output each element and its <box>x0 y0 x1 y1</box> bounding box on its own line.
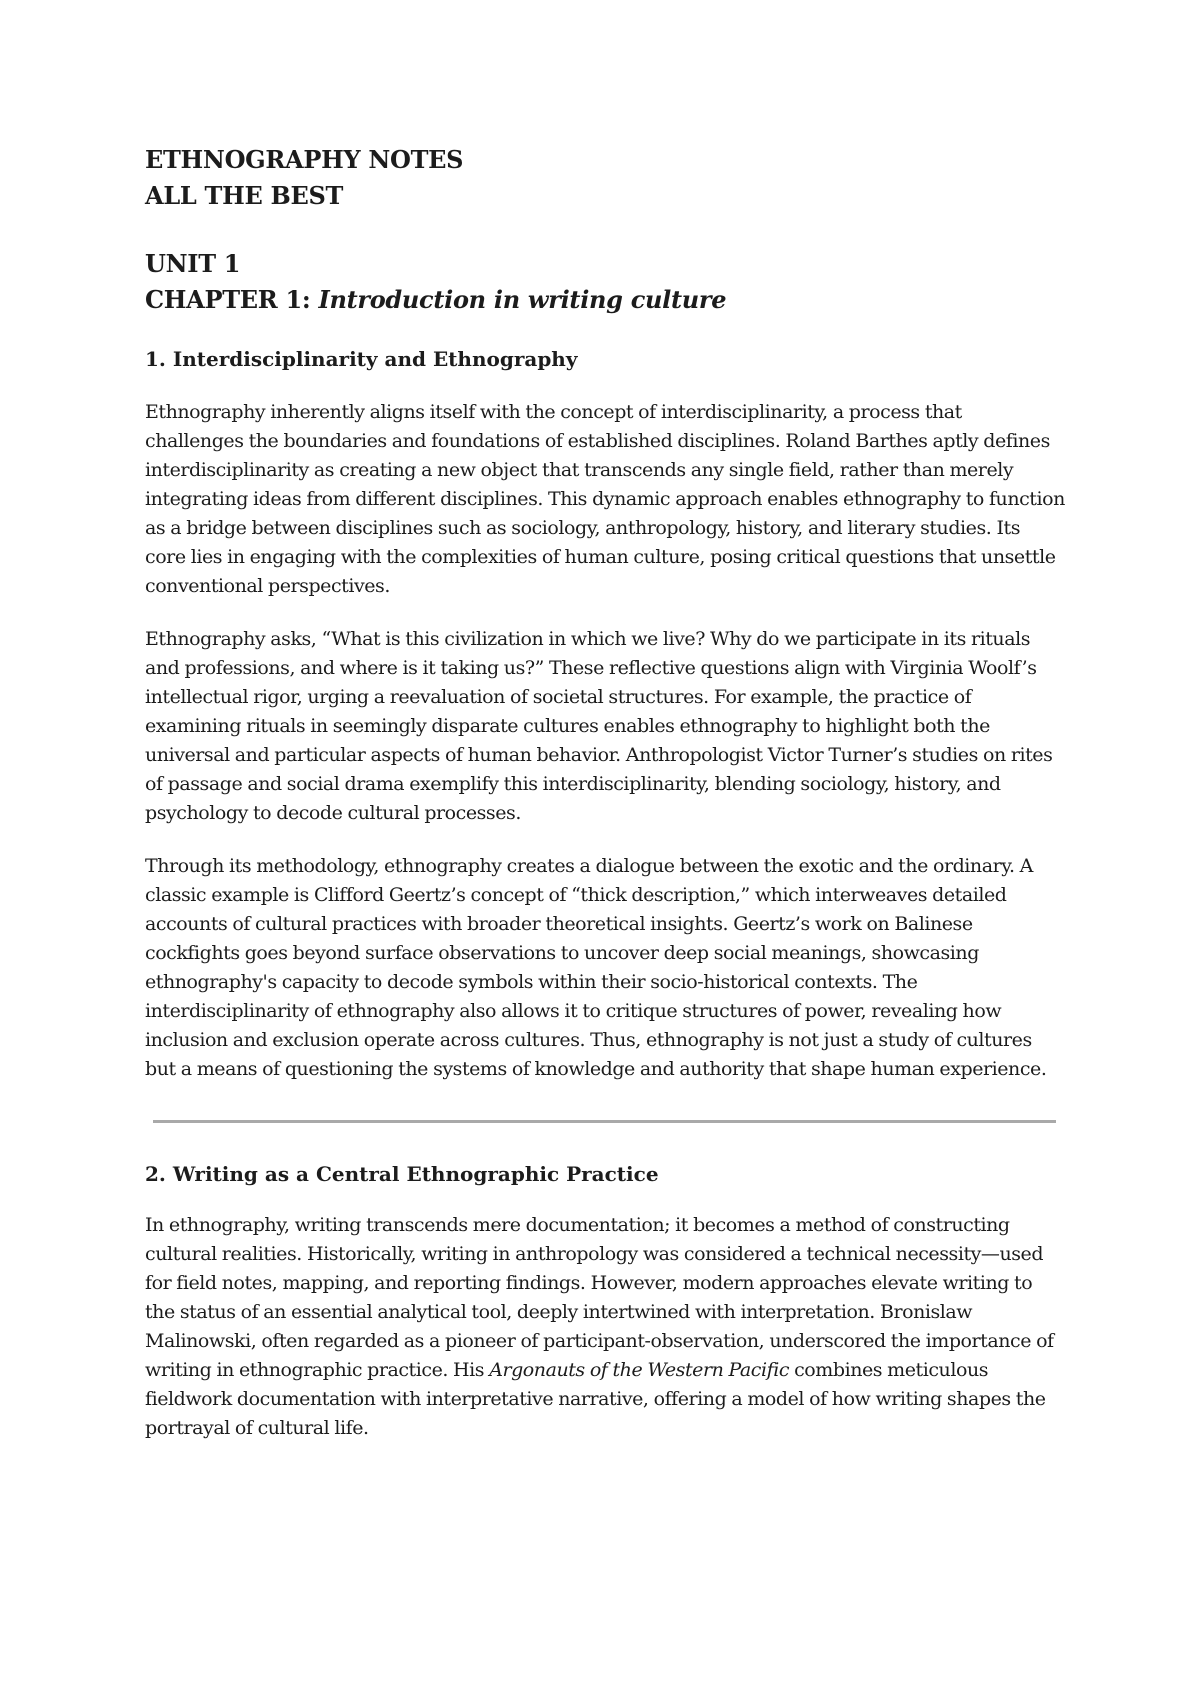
paragraph <box>145 1211 1065 1443</box>
document-page <box>145 142 1065 1443</box>
horizontal-divider <box>153 1120 1056 1123</box>
document-title-line-2: ALL THE BEST <box>145 181 344 210</box>
unit-label: UNIT 1 <box>145 249 241 278</box>
section-interdisciplinarity <box>145 344 1065 1084</box>
chapter-heading <box>145 282 1065 318</box>
paragraph: Ethnography asks, “What is this civilization in which we live? Why do we participate in its rituals and professions, and where is it taking us?” These reflective questions align with Virginia Woolf’s intellectual rigor, urging a reevaluation of societal structures. For example, the practice of examining rituals in seemingly disparate cultures enables ethnography to highlight both the universal and particular aspects of human behavior. Anthropologist Victor Turner’s studies on rites of passage and social drama exemplify this interdisciplinarity, blending sociology, history, and psychology to decode cultural processes. <box>145 628 1053 824</box>
unit-chapter-block <box>145 246 1065 318</box>
section-heading: 2. Writing as a Central Ethnographic Practice <box>145 1162 659 1186</box>
chapter-title: Introduction in writing culture <box>318 285 727 314</box>
section-heading: 1. Interdisciplinarity and Ethnography <box>145 347 578 371</box>
chapter-prefix: CHAPTER 1: <box>145 285 319 314</box>
paragraph: Through its methodology, ethnography creates a dialogue between the exotic and the ordinary. A classic example is Clifford Geertz’s concept of “thick description,” which interweaves detailed accounts of cultural practices with broader theoretical insights. Geertz’s work on Balinese cockfights goes beyond surface observations to uncover deep social meanings, showcasing ethnography's capacity to decode symbols within their socio-historical contexts. The interdisciplinarity of ethnography also allows it to critique structures of power, revealing how inclusion and exclusion operate across cultures. Thus, ethnography is not just a study of cultures but a means of questioning the systems of knowledge and authority that shape human experience. <box>145 855 1047 1080</box>
book-title: Argonauts of the Western Pacific <box>489 1359 790 1381</box>
document-header <box>145 142 1065 214</box>
paragraph-text: In ethnography, writing transcends mere documentation; it becomes a method of constructing cultural realities. Historically, writing in anthropology was considered a technical necessity—used for field notes, mapping, and reporting findings. However, modern approaches elevate writing to the status of an essential analytical tool, deeply intertwined with interpretation. Bronislaw Malinowski, often regarded as a pioneer of participant-observation, underscored the importance of writing in ethnographic practice. His <box>145 1214 1054 1381</box>
document-title-line-1: ETHNOGRAPHY NOTES <box>145 145 464 174</box>
section-writing-practice <box>145 1159 1065 1443</box>
paragraph: Ethnography inherently aligns itself with the concept of interdisciplinarity, a process that challenges the boundaries and foundations of established disciplines. Roland Barthes aptly defines interdisciplinarity as creating a new object that transcends any single field, rather than merely integrating ideas from different disciplines. This dynamic approach enables ethnography to function as a bridge between disciplines such as sociology, anthropology, history, and literary studies. Its core lies in engaging with the complexities of human culture, posing critical questions that unsettle conventional perspectives. <box>145 401 1065 597</box>
paragraph-text: combines meticulous fieldwork documentation with interpretative narrative, offering a model of how writing shapes the portrayal of cultural life. <box>145 1359 1046 1439</box>
